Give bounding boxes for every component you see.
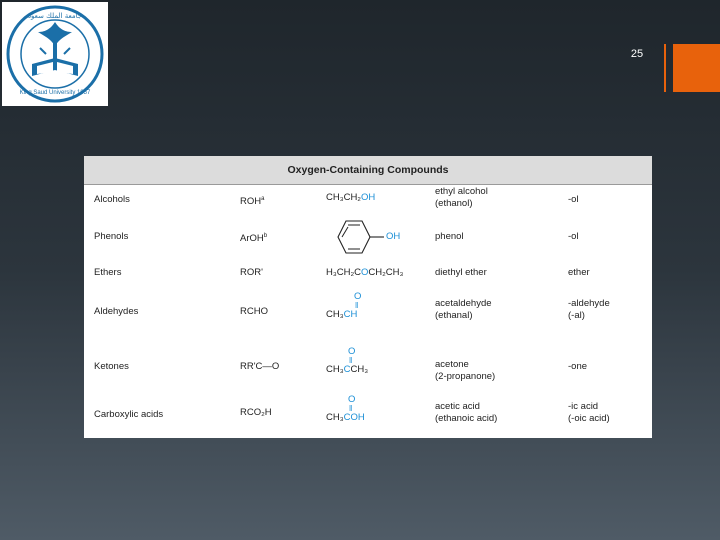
university-seal-icon [2, 2, 108, 106]
class-name: Aldehydes [94, 306, 139, 317]
common-name: acetic acid (ethanoic acid) [435, 401, 498, 424]
common-name: acetone (2-propanone) [435, 359, 496, 382]
general-formula: ROR' [240, 267, 263, 278]
benzene-ring-icon [326, 217, 416, 257]
common-name: ethyl alcohol (ethanol) [435, 186, 488, 209]
example-structure: H₃CH₂COCH₂CH₃ [326, 267, 404, 278]
accent-line [664, 44, 666, 92]
svg-text:جامعة الملك سعود: جامعة الملك سعود [27, 12, 83, 20]
suffix: -ol [568, 194, 579, 205]
class-name: Carboxylic acids [94, 409, 164, 420]
class-name: Alcohols [94, 194, 130, 205]
accent-block [673, 44, 720, 92]
oxygen-compounds-table [84, 156, 652, 438]
example-structure: O ‖ CH₃COH [326, 394, 365, 423]
example-structure: O ‖ CH₃CCH₃ [326, 346, 369, 375]
phenol-structure: OH [326, 217, 416, 260]
table-header [84, 156, 652, 185]
general-formula: ArOH$^b$ [240, 233, 268, 245]
general-formula: RCO₂H [240, 407, 272, 418]
suffix: -ol [568, 231, 579, 242]
class-name: Phenols [94, 231, 129, 242]
suffix: -aldehyde (-al) [568, 298, 610, 321]
example-structure: CH₃CH₂OH [326, 192, 376, 203]
general-formula: RCHO [240, 306, 268, 317]
common-name: acetaldehyde (ethanal) [435, 298, 492, 321]
table-title: Oxygen-Containing Compounds [287, 164, 449, 176]
general-formula: ROH$^a$ [240, 196, 265, 208]
general-formula: RR'C—O [240, 361, 280, 372]
common-name: phenol [435, 231, 464, 242]
suffix: -one [568, 361, 588, 372]
suffix: -ic acid (-oic acid) [568, 401, 610, 424]
suffix: ether [568, 267, 590, 278]
class-name: Ethers [94, 267, 122, 278]
class-name: Ketones [94, 361, 129, 372]
university-logo [2, 2, 108, 106]
svg-text:King Saud University 1957: King Saud University 1957 [19, 90, 91, 96]
common-name: diethyl ether [435, 267, 487, 278]
slide-number: 25 [630, 48, 644, 60]
example-structure: O ‖ CH₃CH [326, 291, 362, 320]
